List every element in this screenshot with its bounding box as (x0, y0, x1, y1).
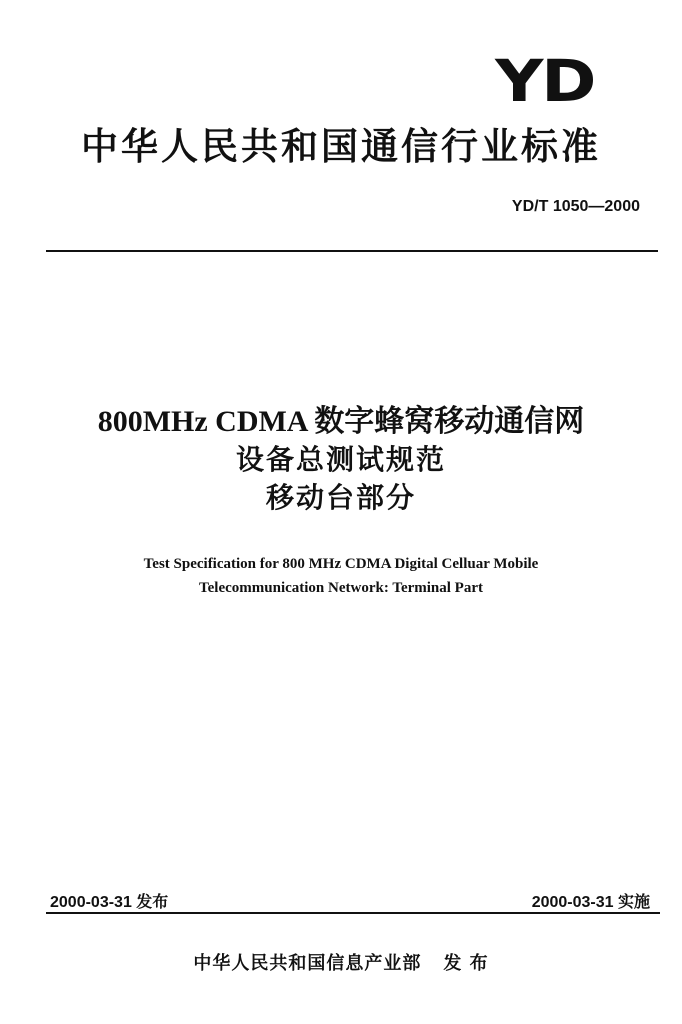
chinese-title (0, 403, 682, 517)
chinese-title-line-1 (0, 403, 682, 441)
english-title-line-1: Test Specification for 800 MHz CDMA Digital Celluar Mobile (143, 556, 539, 572)
english-title-line-2: Telecommunication Network: Terminal Part (199, 580, 483, 596)
issuer-action: 发 布 (443, 953, 489, 974)
chinese-title-prefix: 800MHz CDMA (97, 405, 307, 438)
top-divider (46, 250, 658, 252)
issuer-name: 中华人民共和国信息产业部 (193, 953, 422, 974)
standard-number: YD/T 1050—2000 (511, 198, 640, 215)
industry-standard-title: 中华人民共和国通信行业标准 (81, 125, 601, 168)
yd-logo: YD (494, 47, 594, 115)
issuer-line (0, 949, 682, 975)
issue-date: 2000-03-31 发布 (50, 894, 169, 911)
english-title (0, 552, 682, 600)
bottom-divider (46, 912, 660, 914)
chinese-title-line-3: 移动台部分 (265, 481, 416, 514)
chinese-title-line-2: 设备总测试规范 (235, 443, 446, 476)
chinese-title-line-1-text: 数字蜂窝移动通信网 (314, 404, 585, 439)
effective-date: 2000-03-31 实施 (531, 894, 650, 911)
